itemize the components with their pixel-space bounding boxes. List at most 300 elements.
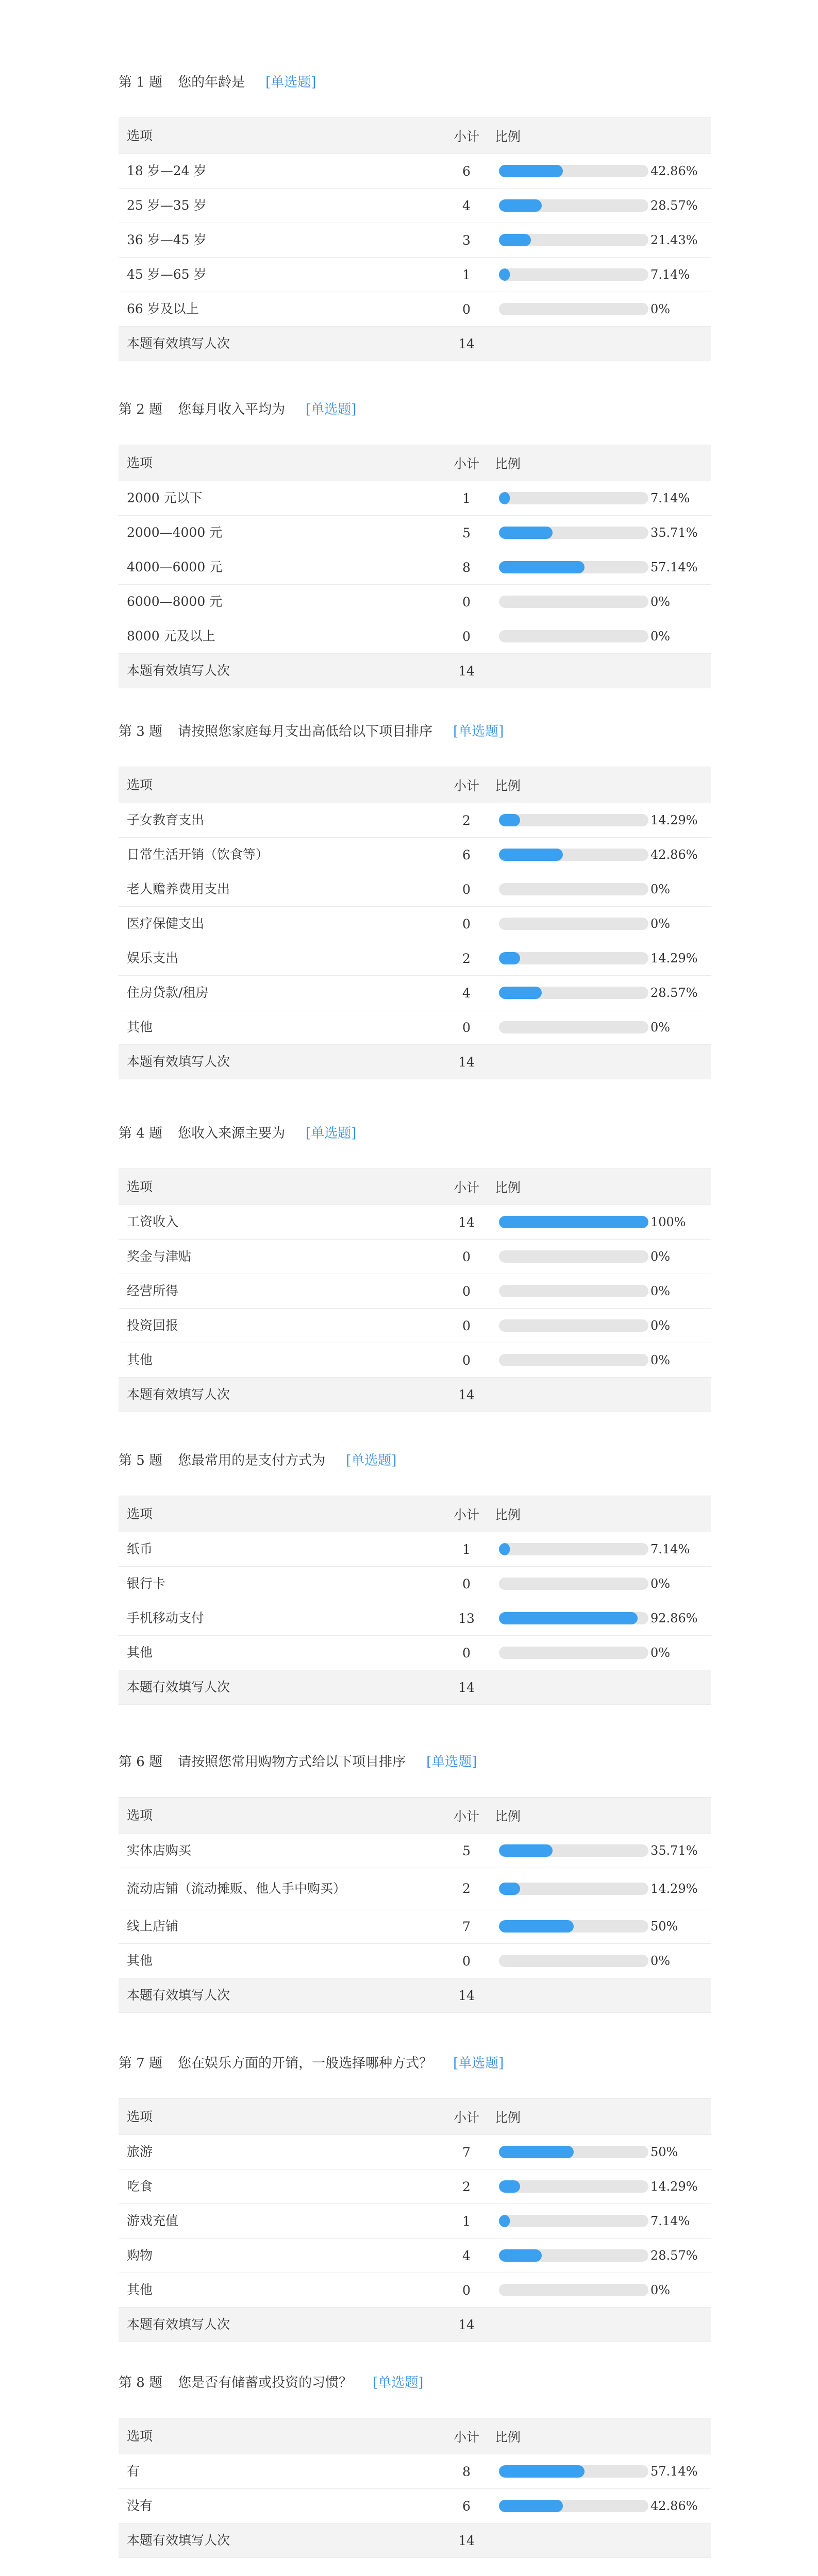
percent-bar-fill xyxy=(499,849,563,861)
question-number: 第 2 题 xyxy=(119,402,163,417)
percent-label: 0% xyxy=(650,1020,671,1035)
table-row xyxy=(119,2239,711,2273)
percent-bar-fill xyxy=(499,492,510,504)
question-title xyxy=(119,1445,711,1476)
table-row xyxy=(119,1834,711,1868)
total-count: 14 xyxy=(458,663,475,679)
table-total-row xyxy=(119,1670,711,1705)
option-ratio xyxy=(495,189,701,223)
option-count: 0 xyxy=(462,1645,471,1660)
table-row xyxy=(119,1868,711,1909)
header-option: 选项 xyxy=(127,1506,153,1521)
results-table xyxy=(119,445,711,688)
option-ratio xyxy=(495,2170,701,2204)
total-count: 14 xyxy=(458,1680,475,1695)
header-option: 选项 xyxy=(127,455,153,470)
option-label: 奖金与津贴 xyxy=(127,1249,192,1264)
option-count: 0 xyxy=(462,301,471,317)
table-header-row xyxy=(119,1798,711,1834)
question-type-link[interactable]: [单选题] xyxy=(306,1126,357,1141)
option-count: 6 xyxy=(462,847,471,862)
percent-label: 0% xyxy=(650,629,671,643)
option-label: 其他 xyxy=(127,1352,153,1367)
question-title xyxy=(119,716,711,747)
table-row xyxy=(119,258,711,292)
option-count: 0 xyxy=(462,594,471,609)
table-header-row xyxy=(119,445,711,481)
percent-bar-track xyxy=(499,1920,648,1933)
option-count: 0 xyxy=(462,1352,471,1368)
option-count: 2 xyxy=(462,2179,471,2194)
header-option: 选项 xyxy=(127,128,153,143)
total-label: 本题有效填写人次 xyxy=(127,1387,230,1402)
percent-label: 100% xyxy=(650,1215,686,1229)
option-label: 日常生活开销（饮食等） xyxy=(127,847,269,862)
percent-bar-track xyxy=(499,2500,648,2512)
question-number: 第 1 题 xyxy=(119,75,163,90)
option-ratio xyxy=(495,1532,701,1566)
table-row xyxy=(119,872,711,907)
percent-label: 14.29% xyxy=(650,951,698,965)
option-count: 1 xyxy=(462,1541,471,1557)
table-header-row xyxy=(119,2099,711,2135)
percent-bar-track xyxy=(499,2465,648,2478)
option-ratio xyxy=(495,2239,701,2273)
percent-label: 0% xyxy=(650,1646,671,1660)
percent-bar-fill xyxy=(499,2146,574,2158)
percent-bar-fill xyxy=(499,814,520,826)
table-row xyxy=(119,1240,711,1274)
question-text: 您收入来源主要为 xyxy=(178,1126,286,1141)
percent-label: 42.86% xyxy=(650,164,698,178)
option-count: 5 xyxy=(462,525,471,540)
results-table xyxy=(119,2418,711,2558)
percent-bar-fill xyxy=(499,2500,563,2512)
percent-bar-track xyxy=(499,165,648,177)
header-ratio: 比例 xyxy=(495,1808,521,1824)
percent-bar-fill xyxy=(499,1844,553,1857)
question-type-link[interactable]: [单选题] xyxy=(426,1754,477,1770)
table-row xyxy=(119,1205,711,1240)
question-title xyxy=(119,2048,711,2079)
total-count: 14 xyxy=(458,2317,475,2332)
percent-bar-track xyxy=(499,952,648,964)
option-count: 0 xyxy=(462,882,471,897)
percent-label: 0% xyxy=(650,1577,671,1591)
option-label: 8000 元及以上 xyxy=(127,629,215,643)
percent-bar-track xyxy=(499,1021,648,1033)
question-number: 第 4 题 xyxy=(119,1126,163,1141)
question-7 xyxy=(119,2048,711,2342)
question-type-link[interactable]: [单选题] xyxy=(453,2056,504,2071)
option-ratio xyxy=(495,481,701,515)
results-table xyxy=(119,117,711,361)
percent-label: 42.86% xyxy=(650,2499,698,2513)
table-row xyxy=(119,2273,711,2308)
table-row xyxy=(119,2170,711,2204)
option-label: 流动店铺（流动摊贩、他人手中购买） xyxy=(127,1880,346,1896)
percent-bar-track xyxy=(499,199,648,212)
option-label: 手机移动支付 xyxy=(127,1611,205,1625)
option-ratio xyxy=(495,872,701,906)
option-label: 纸币 xyxy=(127,1541,153,1556)
percent-bar-track xyxy=(499,918,648,930)
percent-bar-track xyxy=(499,2215,648,2227)
percent-bar-fill xyxy=(499,987,542,999)
header-ratio: 比例 xyxy=(495,1180,521,1195)
percent-label: 0% xyxy=(650,1249,671,1264)
percent-bar-track xyxy=(499,849,648,861)
option-ratio xyxy=(495,803,701,837)
percent-label: 0% xyxy=(650,1954,671,1968)
question-8 xyxy=(119,2367,711,2558)
percent-bar-track xyxy=(499,561,648,573)
percent-label: 14.29% xyxy=(650,1881,698,1896)
table-row xyxy=(119,1532,711,1567)
percent-label: 0% xyxy=(650,595,671,609)
percent-bar-fill xyxy=(499,268,510,281)
table-total-row xyxy=(119,1978,711,2013)
option-label: 其他 xyxy=(127,1953,153,1968)
option-label: 工资收入 xyxy=(127,1214,179,1229)
table-row xyxy=(119,1274,711,1309)
option-label: 游戏充值 xyxy=(127,2213,179,2228)
option-label: 旅游 xyxy=(127,2144,153,2159)
option-ratio xyxy=(495,585,701,619)
option-ratio xyxy=(495,2273,701,2307)
option-label: 老人赡养费用支出 xyxy=(127,882,230,896)
option-label: 没有 xyxy=(127,2498,153,2513)
header-count: 小计 xyxy=(453,2110,479,2125)
option-count: 0 xyxy=(462,1249,471,1264)
option-ratio xyxy=(495,2489,701,2523)
option-label: 2000—4000 元 xyxy=(127,525,223,540)
table-row xyxy=(119,1909,711,1944)
percent-bar-fill xyxy=(499,2215,510,2227)
question-2 xyxy=(119,394,711,688)
option-count: 1 xyxy=(462,490,471,506)
option-count: 7 xyxy=(462,2144,471,2160)
question-type-link[interactable]: [单选题] xyxy=(306,402,357,417)
percent-bar-track xyxy=(499,1250,648,1263)
table-row xyxy=(119,1601,711,1636)
option-count: 0 xyxy=(462,1318,471,1333)
results-table xyxy=(119,767,711,1079)
option-count: 8 xyxy=(462,560,471,575)
option-ratio xyxy=(495,1240,701,1274)
percent-bar-track xyxy=(499,1955,648,1967)
table-total-row xyxy=(119,1045,711,1079)
question-1 xyxy=(119,67,711,361)
percent-bar-fill xyxy=(499,234,531,246)
percent-bar-track xyxy=(499,268,648,281)
question-number: 第 8 题 xyxy=(119,2375,163,2391)
question-text: 您是否有储蓄或投资的习惯？ xyxy=(178,2375,353,2391)
table-header-row xyxy=(119,1496,711,1532)
option-label: 其他 xyxy=(127,1645,153,1660)
table-row xyxy=(119,1343,711,1378)
table-total-row xyxy=(119,2523,711,2558)
header-ratio: 比例 xyxy=(495,456,521,471)
option-ratio xyxy=(495,550,701,584)
percent-bar-fill xyxy=(499,561,585,573)
percent-bar-track xyxy=(499,1647,648,1659)
option-label: 银行卡 xyxy=(127,1576,166,1591)
header-option: 选项 xyxy=(127,1807,153,1823)
percent-label: 35.71% xyxy=(650,526,698,540)
total-count: 14 xyxy=(458,2533,475,2548)
option-label: 吃食 xyxy=(127,2179,153,2194)
option-count: 0 xyxy=(462,2282,471,2298)
option-count: 1 xyxy=(462,2213,471,2229)
total-count: 14 xyxy=(458,1988,475,2003)
header-option: 选项 xyxy=(127,2428,153,2444)
option-ratio xyxy=(495,1010,701,1044)
table-row xyxy=(119,976,711,1010)
percent-label: 0% xyxy=(650,2283,671,2297)
percent-label: 0% xyxy=(650,1318,671,1333)
option-count: 5 xyxy=(462,1843,471,1858)
percent-label: 28.57% xyxy=(650,198,698,213)
option-ratio xyxy=(495,1944,701,1978)
option-label: 娱乐支出 xyxy=(127,951,179,965)
question-text: 您最常用的是支付方式为 xyxy=(178,1453,326,1468)
header-option: 选项 xyxy=(127,2109,153,2124)
option-count: 0 xyxy=(462,1953,471,1969)
percent-label: 7.14% xyxy=(650,2214,690,2228)
option-label: 2000 元以下 xyxy=(127,490,203,505)
option-ratio xyxy=(495,1868,701,1909)
percent-bar-track xyxy=(499,2180,648,2193)
option-label: 其他 xyxy=(127,2282,153,2297)
option-ratio xyxy=(495,2454,701,2488)
question-text: 您在娱乐方面的开销，一般选择哪种方式？ xyxy=(178,2056,433,2071)
percent-label: 35.71% xyxy=(650,1843,698,1858)
question-type-link[interactable]: [单选题] xyxy=(373,2375,424,2391)
question-text: 请按照您家庭每月支出高低给以下项目排序 xyxy=(178,724,433,739)
percent-label: 92.86% xyxy=(650,1611,698,1625)
percent-bar-track xyxy=(499,1319,648,1332)
table-total-row xyxy=(119,1378,711,1412)
table-row xyxy=(119,1309,711,1343)
question-type-link[interactable]: [单选题] xyxy=(346,1453,397,1468)
option-ratio xyxy=(495,516,701,550)
percent-bar-track xyxy=(499,527,648,539)
table-row xyxy=(119,154,711,189)
table-row xyxy=(119,2135,711,2170)
total-label: 本题有效填写人次 xyxy=(127,1988,230,2003)
option-ratio xyxy=(495,1601,701,1635)
option-ratio xyxy=(495,907,701,941)
option-label: 其他 xyxy=(127,1020,153,1035)
table-row xyxy=(119,1567,711,1601)
table-row xyxy=(119,550,711,585)
header-option: 选项 xyxy=(127,1179,153,1194)
option-ratio xyxy=(495,1274,701,1308)
option-label: 25 岁—35 岁 xyxy=(127,198,207,213)
total-label: 本题有效填写人次 xyxy=(127,1054,230,1069)
percent-bar-track xyxy=(499,1578,648,1590)
option-label: 18 岁—24 岁 xyxy=(127,163,207,178)
option-label: 6000—8000 元 xyxy=(127,594,223,609)
option-count: 0 xyxy=(462,916,471,931)
total-count: 14 xyxy=(458,1054,475,1070)
question-title xyxy=(119,394,711,425)
percent-bar-fill xyxy=(499,165,563,177)
option-label: 购物 xyxy=(127,2248,153,2263)
option-ratio xyxy=(495,292,701,326)
option-count: 14 xyxy=(458,1214,475,1230)
option-count: 4 xyxy=(462,198,471,213)
question-type-link[interactable]: [单选题] xyxy=(453,724,504,739)
percent-label: 0% xyxy=(650,302,671,316)
option-label: 医疗保健支出 xyxy=(127,916,205,931)
percent-bar-track xyxy=(499,630,648,642)
option-ratio xyxy=(495,2204,701,2238)
table-header-row xyxy=(119,767,711,803)
percent-label: 28.57% xyxy=(650,986,698,1000)
option-label: 经营所得 xyxy=(127,1283,179,1298)
percent-bar-track xyxy=(499,987,648,999)
question-title xyxy=(119,1118,711,1149)
percent-label: 42.86% xyxy=(650,848,698,862)
percent-label: 57.14% xyxy=(650,560,698,574)
question-4 xyxy=(119,1118,711,1412)
question-number: 第 7 题 xyxy=(119,2056,163,2071)
question-title xyxy=(119,2367,711,2398)
percent-bar-fill xyxy=(499,2249,542,2262)
option-count: 0 xyxy=(462,1020,471,1035)
percent-bar-fill xyxy=(499,2180,520,2193)
table-row xyxy=(119,223,711,258)
question-title xyxy=(119,67,711,98)
header-option: 选项 xyxy=(127,777,153,792)
table-row xyxy=(119,941,711,976)
percent-bar-track xyxy=(499,814,648,826)
option-label: 子女教育支出 xyxy=(127,812,205,827)
option-ratio xyxy=(495,1343,701,1377)
percent-label: 7.14% xyxy=(650,267,690,282)
header-count: 小计 xyxy=(453,129,479,144)
percent-label: 0% xyxy=(650,882,671,896)
total-label: 本题有效填写人次 xyxy=(127,1680,230,1694)
percent-bar-fill xyxy=(499,1883,520,1895)
option-label: 实体店购买 xyxy=(127,1843,192,1858)
table-header-row xyxy=(119,1169,711,1205)
option-ratio xyxy=(495,2135,701,2169)
header-ratio: 比例 xyxy=(495,778,521,793)
option-count: 8 xyxy=(462,2464,471,2479)
option-count: 6 xyxy=(462,163,471,179)
option-count: 13 xyxy=(458,1611,475,1626)
percent-bar-track xyxy=(499,492,648,504)
option-label: 投资回报 xyxy=(127,1318,179,1333)
table-total-row xyxy=(119,654,711,688)
option-count: 4 xyxy=(462,2248,471,2263)
table-row xyxy=(119,803,711,838)
option-ratio xyxy=(495,1834,701,1868)
percent-bar-track xyxy=(499,2146,648,2158)
table-row xyxy=(119,619,711,654)
question-number: 第 6 题 xyxy=(119,1754,163,1770)
option-ratio xyxy=(495,1309,701,1343)
header-ratio: 比例 xyxy=(495,2429,521,2445)
option-ratio xyxy=(495,1636,701,1670)
percent-bar-fill xyxy=(499,199,542,212)
percent-label: 0% xyxy=(650,1284,671,1298)
table-row xyxy=(119,516,711,550)
percent-label: 57.14% xyxy=(650,2464,698,2479)
question-title xyxy=(119,1747,711,1777)
option-label: 36 岁—45 岁 xyxy=(127,232,207,247)
results-table xyxy=(119,1168,711,1412)
question-text: 您每月收入平均为 xyxy=(178,402,286,417)
percent-bar-track xyxy=(499,1285,648,1297)
question-3 xyxy=(119,716,711,1079)
option-ratio xyxy=(495,258,701,292)
table-row xyxy=(119,481,711,516)
total-label: 本题有效填写人次 xyxy=(127,2533,230,2548)
percent-label: 14.29% xyxy=(650,2179,698,2194)
option-ratio xyxy=(495,223,701,257)
percent-bar-track xyxy=(499,234,648,246)
percent-label: 14.29% xyxy=(650,813,698,827)
total-label: 本题有效填写人次 xyxy=(127,663,230,678)
total-label: 本题有效填写人次 xyxy=(127,2317,230,2332)
option-label: 线上店铺 xyxy=(127,1919,179,1934)
results-table xyxy=(119,1496,711,1705)
percent-bar-fill xyxy=(499,952,520,964)
header-count: 小计 xyxy=(453,1507,479,1522)
table-total-row xyxy=(119,327,711,361)
header-count: 小计 xyxy=(453,1808,479,1824)
percent-bar-fill xyxy=(499,527,553,539)
table-row xyxy=(119,292,711,327)
table-row xyxy=(119,838,711,872)
percent-bar-fill xyxy=(499,1612,638,1624)
table-row xyxy=(119,1636,711,1670)
option-ratio xyxy=(495,976,701,1010)
percent-bar-fill xyxy=(499,1216,648,1228)
table-row xyxy=(119,1010,711,1045)
header-ratio: 比例 xyxy=(495,2110,521,2125)
question-5 xyxy=(119,1445,711,1705)
percent-bar-track xyxy=(499,1354,648,1366)
question-text: 请按照您常用购物方式给以下项目排序 xyxy=(178,1754,406,1770)
option-count: 0 xyxy=(462,629,471,644)
option-label: 有 xyxy=(127,2464,140,2479)
option-count: 2 xyxy=(462,812,471,828)
option-label: 66 岁及以上 xyxy=(127,301,199,316)
option-label: 住房贷款/租房 xyxy=(127,985,209,1000)
percent-bar-track xyxy=(499,303,648,315)
percent-label: 0% xyxy=(650,1353,671,1367)
total-label: 本题有效填写人次 xyxy=(127,336,230,351)
table-row xyxy=(119,1944,711,1978)
table-total-row xyxy=(119,2308,711,2342)
option-ratio xyxy=(495,838,701,872)
results-table xyxy=(119,1797,711,2013)
option-ratio xyxy=(495,1567,701,1601)
header-count: 小计 xyxy=(453,456,479,471)
percent-bar-track xyxy=(499,596,648,608)
percent-label: 21.43% xyxy=(650,233,698,247)
option-count: 7 xyxy=(462,1919,471,1934)
question-type-link[interactable]: [单选题] xyxy=(265,75,316,90)
table-row xyxy=(119,585,711,619)
header-ratio: 比例 xyxy=(495,129,521,144)
percent-bar-fill xyxy=(499,1920,574,1933)
